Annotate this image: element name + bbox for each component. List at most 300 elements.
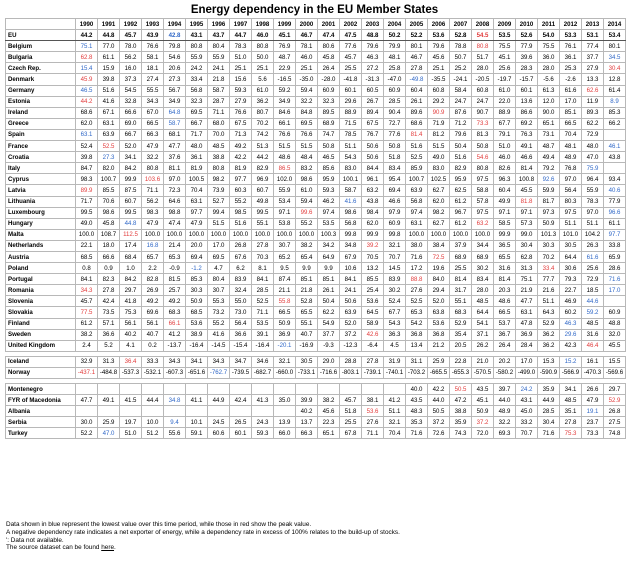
data-cell: 53.6 xyxy=(428,318,450,329)
data-cell: 60.7 xyxy=(252,185,274,196)
data-cell: 55.1 xyxy=(252,218,274,229)
data-cell: 99.9 xyxy=(120,174,142,185)
data-cell: 78.3 xyxy=(582,196,604,207)
data-cell: -41.8 xyxy=(340,74,362,85)
data-cell xyxy=(120,406,142,417)
notes xyxy=(6,521,400,552)
data-cell: 72.3 xyxy=(164,185,186,196)
data-cell: 4.1 xyxy=(120,340,142,351)
table-row xyxy=(6,329,626,340)
data-cell: 24.5 xyxy=(208,417,230,428)
data-cell: 21.2 xyxy=(428,340,450,351)
country-name: Cyprus xyxy=(6,174,76,185)
data-cell: 77.7 xyxy=(538,274,560,285)
data-cell: 26.4 xyxy=(494,340,516,351)
data-cell: 85.3 xyxy=(604,107,626,118)
data-cell: 28.5 xyxy=(252,285,274,296)
data-cell: -6.4 xyxy=(362,340,384,351)
data-cell: 46.3 xyxy=(362,52,384,63)
data-cell: 77.6 xyxy=(340,41,362,52)
data-cell: 47.9 xyxy=(142,218,164,229)
data-cell: -13.7 xyxy=(164,340,186,351)
data-cell: 49.9 xyxy=(494,196,516,207)
data-cell: 37.7 xyxy=(318,329,340,340)
data-cell xyxy=(98,384,120,395)
data-cell: 54.5 xyxy=(472,30,494,41)
data-cell: 96.4 xyxy=(582,174,604,185)
data-cell: 79.6 xyxy=(362,41,384,52)
data-cell: 98.2 xyxy=(428,207,450,218)
data-cell: 30.6 xyxy=(560,263,582,274)
data-cell: 80.1 xyxy=(604,41,626,52)
data-cell: 44.6 xyxy=(582,296,604,307)
data-cell: 54.2 xyxy=(406,318,428,329)
data-cell: 56.8 xyxy=(186,85,208,96)
data-cell: 80.8 xyxy=(142,163,164,174)
data-cell: 75.3 xyxy=(560,428,582,439)
table-row xyxy=(6,218,626,229)
table-row xyxy=(6,263,626,274)
data-cell: 74.7 xyxy=(318,129,340,140)
data-cell: 98.6 xyxy=(98,207,120,218)
data-cell: 50.8 xyxy=(318,141,340,152)
data-cell: 65.1 xyxy=(538,118,560,129)
data-cell xyxy=(120,384,142,395)
data-cell: 15.3 xyxy=(538,356,560,367)
data-cell: 63.1 xyxy=(76,129,98,140)
data-cell xyxy=(76,384,98,395)
data-cell xyxy=(230,384,252,395)
data-cell: 68.5 xyxy=(76,251,98,262)
data-cell: 9.5 xyxy=(274,263,296,274)
data-cell: 47.9 xyxy=(142,141,164,152)
data-cell: 72.5 xyxy=(428,251,450,262)
table-row xyxy=(6,85,626,96)
data-cell: 81.4 xyxy=(516,163,538,174)
source-link[interactable]: here xyxy=(101,544,115,552)
data-cell: 50.5 xyxy=(428,406,450,417)
data-cell: -15.4 xyxy=(230,340,252,351)
data-cell: 48.3 xyxy=(406,406,428,417)
country-name: Denmark xyxy=(6,74,76,85)
data-cell: 84.2 xyxy=(120,163,142,174)
data-cell: 36.6 xyxy=(98,329,120,340)
data-cell: 45.1 xyxy=(274,30,296,41)
data-cell: 61.2 xyxy=(450,196,472,207)
data-cell: 42.3 xyxy=(560,340,582,351)
data-cell: 21.9 xyxy=(516,285,538,296)
data-cell xyxy=(274,384,296,395)
data-cell: 51.6 xyxy=(450,152,472,163)
data-cell: 71.7 xyxy=(186,129,208,140)
data-cell: 62.2 xyxy=(582,118,604,129)
data-cell: 25.1 xyxy=(428,63,450,74)
data-cell: 52.8 xyxy=(450,30,472,41)
data-cell: 38.2 xyxy=(296,240,318,251)
data-cell: 49.2 xyxy=(164,296,186,307)
data-cell: 93.4 xyxy=(604,174,626,185)
data-cell: 38.4 xyxy=(428,240,450,251)
data-cell: 32.9 xyxy=(76,356,98,367)
data-cell: 29.4 xyxy=(428,285,450,296)
data-cell: 80.4 xyxy=(208,274,230,285)
data-cell: 25.5 xyxy=(340,417,362,428)
data-cell: 51.2 xyxy=(142,428,164,439)
year-header: 1997 xyxy=(230,19,252,30)
data-cell: 26.5 xyxy=(230,417,252,428)
data-cell: 58.5 xyxy=(494,218,516,229)
data-cell xyxy=(164,384,186,395)
data-cell: -16.4 xyxy=(252,340,274,351)
data-cell: 52.2 xyxy=(406,30,428,41)
data-cell: 97.5 xyxy=(472,174,494,185)
data-cell: 34.3 xyxy=(76,285,98,296)
data-cell: 13.4 xyxy=(406,340,428,351)
data-cell: 43.5 xyxy=(406,395,428,406)
data-cell: 25.5 xyxy=(340,63,362,74)
data-cell: 61.3 xyxy=(538,85,560,96)
data-cell: 48.0 xyxy=(186,141,208,152)
data-cell: 40.7 xyxy=(142,329,164,340)
data-cell: 45.7 xyxy=(120,30,142,41)
data-cell: -537.3 xyxy=(120,367,142,378)
data-cell: 100.7 xyxy=(98,174,120,185)
data-cell: 51.5 xyxy=(274,141,296,152)
data-cell: 32.1 xyxy=(384,417,406,428)
data-cell: 50.9 xyxy=(472,406,494,417)
data-cell: -532.1 xyxy=(142,367,164,378)
data-cell: 45.7 xyxy=(340,52,362,63)
data-cell: 79.9 xyxy=(384,41,406,52)
data-cell: 27.5 xyxy=(604,417,626,428)
data-cell: 20.0 xyxy=(186,240,208,251)
data-cell: 84.1 xyxy=(252,274,274,285)
data-cell: 67.7 xyxy=(494,118,516,129)
data-cell: 56.8 xyxy=(340,218,362,229)
data-cell: 53.7 xyxy=(494,318,516,329)
data-cell: 24.7 xyxy=(472,96,494,107)
data-cell: 71.1 xyxy=(208,107,230,118)
data-cell: 44.7 xyxy=(230,30,252,41)
data-cell: 32.0 xyxy=(604,329,626,340)
data-cell: 55.2 xyxy=(208,318,230,329)
data-cell: 70.7 xyxy=(516,428,538,439)
data-cell: 85.1 xyxy=(560,107,582,118)
data-cell: 76.6 xyxy=(142,41,164,52)
table-row xyxy=(6,129,626,140)
data-cell xyxy=(76,406,98,417)
data-cell: 42.8 xyxy=(164,30,186,41)
country-name: Romania xyxy=(6,285,76,296)
data-cell: 73.3 xyxy=(582,428,604,439)
data-cell: 45.1 xyxy=(472,395,494,406)
data-cell: 46.0 xyxy=(252,30,274,41)
data-cell: 71.1 xyxy=(142,185,164,196)
table-row xyxy=(6,196,626,207)
data-cell: 10.1 xyxy=(186,417,208,428)
data-cell: -607.3 xyxy=(164,367,186,378)
table-row xyxy=(6,318,626,329)
data-cell: 47.0 xyxy=(582,152,604,163)
data-cell: -19.7 xyxy=(494,74,516,85)
data-cell: 13.3 xyxy=(582,74,604,85)
data-cell: 48.5 xyxy=(582,318,604,329)
data-cell: 22.3 xyxy=(318,417,340,428)
data-cell: 79.3 xyxy=(560,274,582,285)
data-cell: 96.7 xyxy=(450,207,472,218)
data-cell: 51.1 xyxy=(340,141,362,152)
data-cell: 51.5 xyxy=(428,141,450,152)
year-header: 2014 xyxy=(604,19,626,30)
data-cell: 17.0 xyxy=(516,356,538,367)
data-cell: 29.0 xyxy=(318,356,340,367)
data-cell: 67.1 xyxy=(98,107,120,118)
data-cell: 85.5 xyxy=(98,185,120,196)
data-cell: 30.3 xyxy=(538,240,560,251)
data-cell: 98.3 xyxy=(142,207,164,218)
data-cell: 70.5 xyxy=(362,251,384,262)
data-cell: 35.9 xyxy=(450,417,472,428)
data-cell: 53.5 xyxy=(318,218,340,229)
data-cell: 63.8 xyxy=(428,307,450,318)
data-cell: 80.6 xyxy=(318,41,340,52)
data-cell: 95.9 xyxy=(450,174,472,185)
data-cell: 66.5 xyxy=(142,118,164,129)
data-cell: 71.1 xyxy=(252,307,274,318)
year-header: 1994 xyxy=(164,19,186,30)
data-cell: 61.2 xyxy=(76,318,98,329)
data-cell: 35.0 xyxy=(274,395,296,406)
data-cell: 99.5 xyxy=(120,207,142,218)
data-cell: 61.0 xyxy=(494,85,516,96)
data-cell: 52.0 xyxy=(120,141,142,152)
data-cell: 97.7 xyxy=(186,207,208,218)
data-cell: 36.2 xyxy=(538,329,560,340)
data-cell: -28.0 xyxy=(318,74,340,85)
data-cell: 34.1 xyxy=(186,356,208,367)
data-cell: 24.2 xyxy=(516,384,538,395)
data-cell: 36.6 xyxy=(230,329,252,340)
data-cell: 77.5 xyxy=(76,307,98,318)
data-cell: 20.6 xyxy=(164,63,186,74)
data-cell: 61.0 xyxy=(296,185,318,196)
data-cell: 25.1 xyxy=(296,63,318,74)
data-cell: 64.4 xyxy=(560,251,582,262)
data-cell: 70.6 xyxy=(98,196,120,207)
data-cell: 97.1 xyxy=(494,207,516,218)
year-header: 2008 xyxy=(472,19,494,30)
data-cell: 26.1 xyxy=(406,96,428,107)
data-cell: 45.8 xyxy=(98,218,120,229)
data-cell: 46.0 xyxy=(296,52,318,63)
data-cell: 32.8 xyxy=(120,96,142,107)
data-cell: 75.5 xyxy=(538,41,560,52)
data-cell: 32.3 xyxy=(318,96,340,107)
data-cell: 84.6 xyxy=(274,107,296,118)
data-cell: 81.4 xyxy=(450,274,472,285)
data-cell: 85.1 xyxy=(296,274,318,285)
data-cell: 0.9 xyxy=(98,263,120,274)
data-cell: 5.6 xyxy=(252,74,274,85)
data-cell: 49.0 xyxy=(76,218,98,229)
data-cell: 61.4 xyxy=(604,85,626,96)
data-cell: 84.0 xyxy=(428,274,450,285)
data-cell: 36.2 xyxy=(538,340,560,351)
data-cell: 20.2 xyxy=(494,356,516,367)
data-cell: 37.2 xyxy=(428,417,450,428)
data-cell: 48.1 xyxy=(560,141,582,152)
data-cell: 34.6 xyxy=(252,356,274,367)
country-name: Portugal xyxy=(6,274,76,285)
data-cell: 16.1 xyxy=(582,356,604,367)
data-cell: 75.1 xyxy=(516,274,538,285)
data-cell: 83.4 xyxy=(472,274,494,285)
country-name: Lithuania xyxy=(6,196,76,207)
data-cell: 35.1 xyxy=(560,406,582,417)
data-cell: 66.7 xyxy=(186,118,208,129)
data-cell: 51.1 xyxy=(582,218,604,229)
data-cell: 62.8 xyxy=(76,52,98,63)
data-cell: 43.8 xyxy=(362,196,384,207)
data-cell: 99.9 xyxy=(362,229,384,240)
data-cell: -580.2 xyxy=(494,367,516,378)
data-cell: -651.6 xyxy=(186,367,208,378)
data-cell: 51.7 xyxy=(472,52,494,63)
data-cell: 45.0 xyxy=(516,406,538,417)
data-cell: 55.5 xyxy=(142,85,164,96)
data-cell: 31.3 xyxy=(98,356,120,367)
data-cell: 77.9 xyxy=(604,196,626,207)
data-cell: 80.8 xyxy=(472,163,494,174)
year-header: 2007 xyxy=(450,19,472,30)
data-cell: 15.2 xyxy=(560,356,582,367)
data-cell: 83.4 xyxy=(384,163,406,174)
data-cell: 21.0 xyxy=(472,356,494,367)
data-cell: 53.6 xyxy=(362,296,384,307)
data-cell: 53.4 xyxy=(604,30,626,41)
data-cell: 34.9 xyxy=(274,96,296,107)
data-cell: 59.4 xyxy=(296,85,318,96)
data-cell: -470.3 xyxy=(582,367,604,378)
data-cell: 27.2 xyxy=(362,63,384,74)
data-cell: 76.6 xyxy=(274,129,296,140)
data-cell: 99.6 xyxy=(296,207,318,218)
data-cell: 40.2 xyxy=(296,406,318,417)
data-cell: 76.6 xyxy=(230,107,252,118)
data-cell: 65.1 xyxy=(318,428,340,439)
data-cell: 98.2 xyxy=(208,174,230,185)
data-cell: 51.5 xyxy=(208,218,230,229)
data-cell: 87.4 xyxy=(274,274,296,285)
data-cell: 100.0 xyxy=(230,229,252,240)
year-header: 2005 xyxy=(406,19,428,30)
data-cell xyxy=(604,296,626,307)
table-row xyxy=(6,406,626,417)
data-cell: 80.1 xyxy=(406,41,428,52)
data-cell: 85.9 xyxy=(406,163,428,174)
data-cell: 43.1 xyxy=(186,30,208,41)
data-cell: 98.8 xyxy=(164,207,186,218)
data-cell: 103.6 xyxy=(142,174,164,185)
data-cell: 27.6 xyxy=(362,417,384,428)
data-cell: 99.5 xyxy=(252,207,274,218)
data-cell xyxy=(252,406,274,417)
data-cell: 52.9 xyxy=(538,318,560,329)
data-cell: 64.8 xyxy=(164,107,186,118)
data-cell: 17.0 xyxy=(208,240,230,251)
table-row xyxy=(6,307,626,318)
data-cell: 52.8 xyxy=(296,296,318,307)
data-cell: 21.8 xyxy=(208,74,230,85)
data-cell: 101.3 xyxy=(538,229,560,240)
data-cell: 25.6 xyxy=(494,63,516,74)
table-row xyxy=(6,417,626,428)
data-cell: 54.5 xyxy=(120,85,142,96)
data-cell xyxy=(604,129,626,140)
data-cell: 54.1 xyxy=(472,318,494,329)
data-cell: 100.0 xyxy=(252,229,274,240)
data-cell: 51.0 xyxy=(120,428,142,439)
data-cell: 45.7 xyxy=(76,296,98,307)
data-cell: 25.6 xyxy=(582,263,604,274)
data-cell: 82.8 xyxy=(142,274,164,285)
table-row xyxy=(6,274,626,285)
data-cell xyxy=(230,406,252,417)
year-header: 2006 xyxy=(428,19,450,30)
country-name: Italy xyxy=(6,163,76,174)
data-cell: 28.0 xyxy=(538,63,560,74)
data-cell: 39.8 xyxy=(98,74,120,85)
data-cell: 60.8 xyxy=(472,85,494,96)
data-cell: 46.7 xyxy=(296,30,318,41)
data-cell: 55.0 xyxy=(230,296,252,307)
data-cell: 71.3 xyxy=(230,129,252,140)
data-cell: 36.5 xyxy=(494,240,516,251)
data-cell: 66.1 xyxy=(164,318,186,329)
data-cell: 85.1 xyxy=(318,274,340,285)
data-cell: 53.1 xyxy=(582,30,604,41)
data-cell: 50.2 xyxy=(384,30,406,41)
data-cell: 15.6 xyxy=(230,74,252,85)
table-row xyxy=(6,141,626,152)
data-cell: 40.0 xyxy=(406,384,428,395)
data-cell: 100.0 xyxy=(472,229,494,240)
data-cell: 64.9 xyxy=(318,251,340,262)
data-cell: 44.2 xyxy=(252,152,274,163)
table-row xyxy=(6,118,626,129)
data-cell xyxy=(208,406,230,417)
year-header: 2000 xyxy=(296,19,318,30)
country-name: Slovakia xyxy=(6,307,76,318)
data-cell: 81.8 xyxy=(516,196,538,207)
data-cell: 36.3 xyxy=(384,329,406,340)
data-cell: -703.2 xyxy=(406,367,428,378)
data-cell: 54.0 xyxy=(538,30,560,41)
data-cell: 76.7 xyxy=(362,129,384,140)
data-cell: 97.7 xyxy=(604,229,626,240)
data-cell: 85.6 xyxy=(318,163,340,174)
data-cell: 52.2 xyxy=(76,428,98,439)
data-cell: 48.7 xyxy=(274,52,296,63)
data-cell: 39.1 xyxy=(252,329,274,340)
data-cell: 87.6 xyxy=(450,107,472,118)
data-cell xyxy=(384,384,406,395)
data-cell: 38.0 xyxy=(406,240,428,251)
data-cell: 26.4 xyxy=(318,63,340,74)
data-cell: 15.9 xyxy=(98,63,120,74)
data-cell: 100.7 xyxy=(406,174,428,185)
data-cell: 45.1 xyxy=(494,52,516,63)
